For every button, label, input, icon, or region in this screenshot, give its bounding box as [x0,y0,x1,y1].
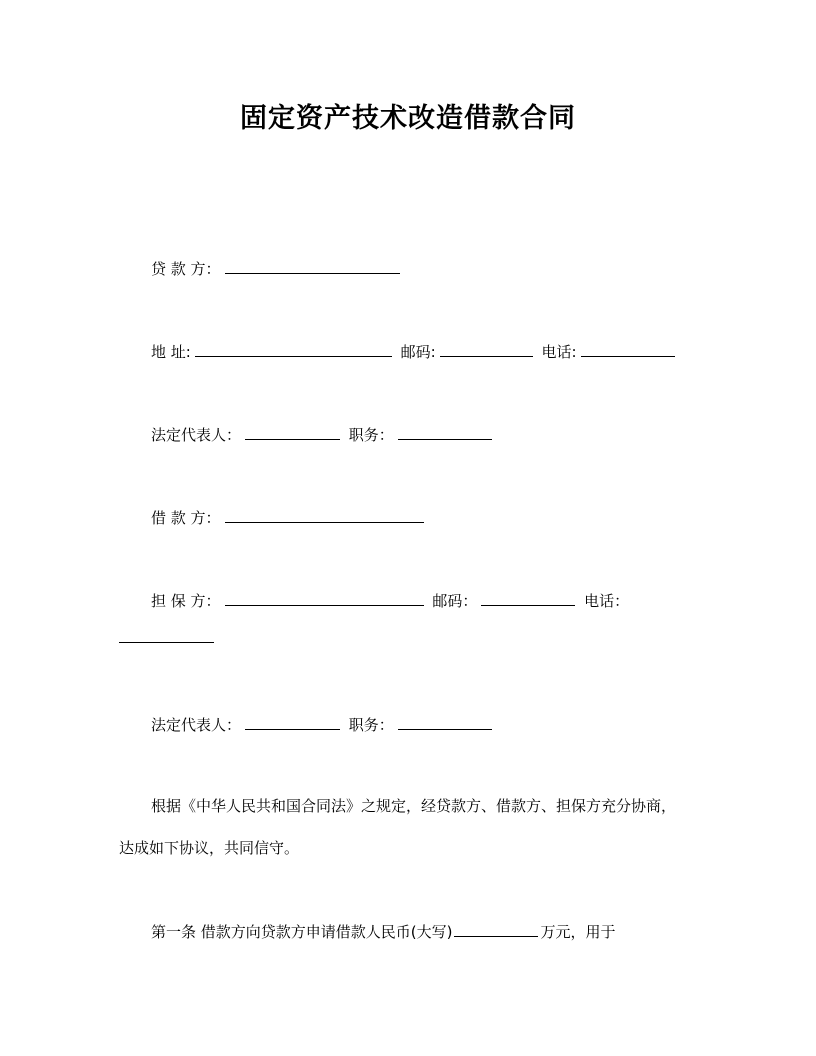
article-1 [151,920,616,942]
position-blank-2[interactable] [398,713,492,730]
borrower-blank[interactable] [225,506,424,523]
guarantor-phone-blank[interactable] [119,626,214,643]
legal-rep-blank[interactable] [245,423,340,440]
guarantor-row [151,589,629,611]
address-label: 地 址: [151,343,191,361]
guarantor-postcode-blank[interactable] [481,589,575,606]
guarantor-blank[interactable] [225,589,424,606]
legal-rep-row-2 [151,713,496,735]
borrower-label: 借 款 方： [151,509,221,527]
position-blank[interactable] [398,423,492,440]
article-1-suffix: 万元，用于 [540,923,616,941]
postcode-label: 邮码: [400,343,436,361]
lender-blank[interactable] [225,257,400,274]
phone-label: 电话: [541,343,577,361]
guarantor-postcode-label: 邮码： [432,592,478,610]
lender-label: 贷 款 方： [151,260,221,278]
position-label: 职务： [348,426,394,444]
postcode-blank[interactable] [440,340,533,357]
preamble-line-2: 达成如下协议，共同信守。 [119,839,300,857]
phone-blank[interactable] [581,340,675,357]
document-title: 固定资产技术改造借款合同 [240,103,576,134]
preamble-line-1: 根据《中华人民共和国合同法》之规定，经贷款方、借款方、担保方充分协商， [151,797,677,815]
legal-rep-blank-2[interactable] [245,713,340,730]
guarantor-phone-row [119,626,218,648]
lender-row [151,257,404,279]
position-label-2: 职务： [348,716,394,734]
address-blank[interactable] [195,340,392,357]
address-row [151,340,679,362]
loan-amount-blank[interactable] [454,920,538,937]
legal-rep-row-1 [151,423,496,445]
legal-rep-label: 法定代表人： [151,426,242,444]
guarantor-label: 担 保 方： [151,592,221,610]
legal-rep-label-2: 法定代表人： [151,716,242,734]
article-1-prefix: 第一条 借款方向贷款方申请借款人民币(大写) [151,923,453,941]
borrower-row [151,506,428,528]
guarantor-phone-label: 电话： [584,592,630,610]
